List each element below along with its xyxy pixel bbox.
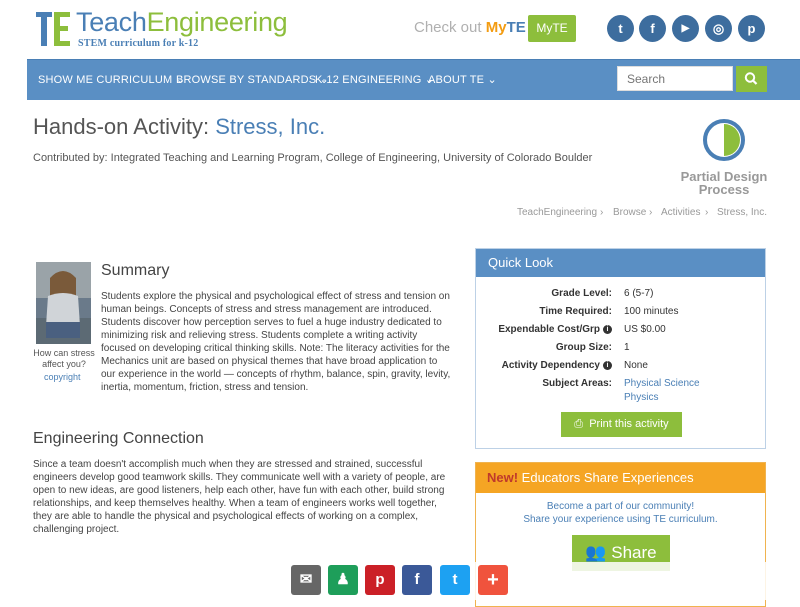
page-title: [33, 114, 325, 140]
expendable-cost-value: US $0.00: [624, 324, 666, 335]
activity-dependency-label-text: Activity Dependency: [501, 360, 600, 371]
breadcrumb-current: Stress, Inc.: [717, 207, 768, 218]
photo-caption: How can stress affect you?: [33, 348, 95, 369]
educators-share-title: Educators Share Experiences: [518, 470, 694, 485]
nav-k12-engineering[interactable]: K-12 ENGINEERING ⌄: [315, 74, 435, 86]
print-activity-button[interactable]: [561, 412, 682, 437]
users-icon: 👥: [585, 543, 612, 562]
breadcrumb-separator: ›: [705, 207, 709, 218]
summary-text: Students explore the physical and psychological effect of stress and tension on human beings. Concepts of stress and stress management are introduced. Students discover how perception serves to fuel a huge industry dedicated to minimizing risk and relieving stress. Students complete a writing activity focused on developing critical thinking skills. Note: The literacy activities for the Mechanics unit are based on physical themes that have broad application to our experience in the world — concepts of rhythm, balance, spin, gravity, levity, inertia, momentum, friction, stress and tension.: [101, 291, 451, 393]
info-icon[interactable]: i: [603, 325, 612, 334]
educators-share-heading: [476, 463, 765, 493]
partial-design-process-icon[interactable]: [702, 118, 746, 162]
activity-dependency-label: [476, 360, 612, 371]
nav-browse-by-standards[interactable]: BROWSE BY STANDARDS ⌄: [176, 74, 329, 86]
time-required-label: Time Required:: [539, 306, 612, 317]
expendable-cost-label: [476, 324, 612, 335]
floating-share-bar: [0, 562, 800, 600]
engineering-connection-text: Since a team doesn't accomplish much when they are stressed and strained, successful engineers develop good teamwork skills. They communicate well with a variety of people, are open to new ideas, are good listeners, help each other, have fun with each other, build strong relationships, and keep themselves healthy. When a team of engineers works well together, they are able to handle the physical and psychological effects of working on a complex, challenging project.: [33, 459, 446, 535]
community-invite-text: Become a part of our community!: [546, 501, 695, 512]
google-classroom-share-button[interactable]: ♟: [328, 565, 358, 595]
myte-button[interactable]: MyTE: [528, 15, 576, 42]
breadcrumb-separator: ›: [600, 207, 604, 218]
design-process-line1: Partial Design: [680, 169, 768, 184]
printer-icon: ⎙: [574, 418, 590, 430]
nav-about-te[interactable]: ABOUT TE ⌄: [428, 74, 497, 86]
copyright-link[interactable]: copyright: [44, 372, 81, 382]
grade-level-value: 6 (5-7): [624, 288, 654, 299]
checkout-my: My: [485, 19, 507, 36]
quick-look-panel: [475, 248, 766, 449]
more-share-button[interactable]: +: [478, 565, 508, 595]
subject-physical-science-link[interactable]: Physical Science: [624, 378, 700, 389]
pinterest-share-button[interactable]: p: [365, 565, 395, 595]
breadcrumb-teachengineering[interactable]: TeachEngineering: [517, 207, 598, 218]
search-button[interactable]: [736, 66, 767, 92]
breadcrumb-activities[interactable]: Activities: [661, 207, 701, 218]
new-badge: New!: [487, 470, 519, 485]
site-header: [0, 0, 800, 58]
summary-image-spacer: [33, 290, 101, 412]
checkout-te: TE: [506, 19, 526, 36]
logo-tagline: STEM curriculum for k-12: [78, 38, 199, 49]
twitter-share-button[interactable]: t: [440, 565, 470, 595]
group-size-label: Group Size:: [555, 342, 612, 353]
group-size-value: 1: [624, 342, 630, 353]
logo-part-teach: Teach: [76, 7, 147, 37]
search-icon: [736, 66, 767, 92]
expendable-cost-label-text: Expendable Cost/Grp: [498, 324, 600, 335]
nav-show-me-curriculum[interactable]: SHOW ME CURRICULUM ⌄: [38, 74, 186, 86]
activity-dependency-value: None: [624, 360, 648, 371]
share-button-label: Share: [611, 543, 657, 562]
page-title-activity-name: Stress, Inc.: [215, 114, 326, 139]
summary-heading: Summary: [101, 262, 170, 279]
checkout-prefix: Check out: [414, 19, 486, 36]
teachengineering-logo-icon[interactable]: [36, 12, 70, 46]
partial-design-process-label[interactable]: [666, 170, 782, 196]
facebook-share-button[interactable]: f: [402, 565, 432, 595]
info-icon[interactable]: i: [603, 361, 612, 370]
quick-look-heading: Quick Look: [476, 249, 765, 277]
engineering-connection-heading: Engineering Connection: [33, 430, 204, 447]
facebook-icon[interactable]: f: [639, 15, 666, 42]
email-share-button[interactable]: ✉: [291, 565, 321, 595]
youtube-icon[interactable]: ▶: [672, 15, 699, 42]
checkout-myte-text: [414, 19, 526, 36]
time-required-value: 100 minutes: [624, 306, 679, 317]
instagram-icon[interactable]: ◎: [705, 15, 732, 42]
logo-part-engineering: Engineering: [146, 7, 288, 37]
twitter-icon[interactable]: t: [607, 15, 634, 42]
pinterest-icon[interactable]: p: [738, 15, 765, 42]
print-activity-label: Print this activity: [589, 418, 669, 430]
breadcrumb-browse[interactable]: Browse: [613, 207, 647, 218]
breadcrumb-separator: ›: [649, 207, 653, 218]
summary-text-block: [33, 290, 453, 412]
design-process-line2: Process: [698, 182, 750, 197]
subject-physics-link[interactable]: Physics: [624, 392, 659, 403]
grade-level-label: Grade Level:: [551, 288, 612, 299]
share-experience-text: Share your experience using TE curriculum.: [523, 514, 718, 525]
search-input[interactable]: [617, 66, 733, 91]
logo-wordmark[interactable]: [76, 7, 287, 38]
contributed-by: Contributed by: Integrated Teaching and Learning Program, College of Engineering, University of Colorado Boulder: [33, 152, 593, 164]
subject-areas-label: Subject Areas:: [542, 378, 612, 389]
page-title-prefix: Hands-on Activity:: [33, 114, 216, 139]
